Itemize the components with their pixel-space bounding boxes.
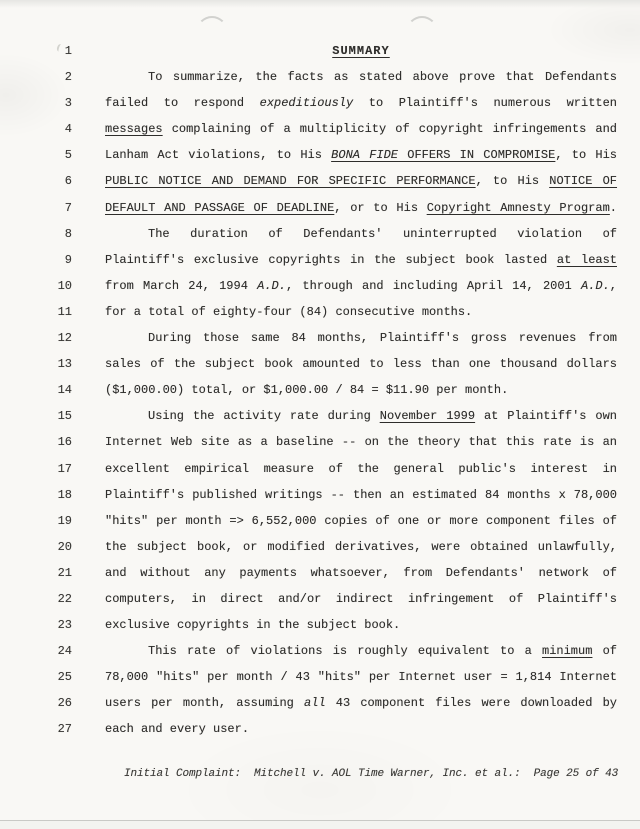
- text-segment: the subject book, or modified derivatives, were obtained unlawfully,: [105, 539, 617, 554]
- text-segment: During those same 84 months, Plaintiff's gross revenues from: [148, 331, 617, 346]
- text-segment: 43 component files were downloaded by: [325, 696, 617, 711]
- text-segment: users per month, assuming: [105, 696, 305, 711]
- document-line: [0, 64, 640, 90]
- document-line: [0, 508, 640, 534]
- text-segment: messages: [105, 122, 163, 137]
- line-text: [105, 247, 617, 273]
- text-segment: at least: [556, 252, 617, 267]
- text-segment: "hits" per month => 6,552,000 copies of one or more component files of: [105, 513, 617, 528]
- line-text: [105, 403, 617, 429]
- line-number: 12: [57, 331, 72, 346]
- line-number: 15: [57, 409, 72, 424]
- summary-heading: [105, 38, 617, 64]
- line-text: [105, 351, 617, 377]
- line-number: 18: [57, 487, 72, 502]
- text-segment: PUBLIC NOTICE AND DEMAND FOR SPECIFIC PERFORMANCE: [105, 174, 476, 189]
- text-segment: expeditiously: [259, 96, 354, 111]
- line-text: [105, 508, 617, 534]
- document-line: [0, 273, 640, 299]
- text-segment: sales of the subject book amounted to less than one thousand dollars: [105, 357, 617, 372]
- document-line: [0, 247, 640, 273]
- document-line: [0, 534, 640, 560]
- line-number: 8: [64, 226, 72, 241]
- line-number: 19: [57, 513, 72, 528]
- text-segment: and without any payments whatsoever, from Defendants' network of: [105, 565, 617, 580]
- line-text: [105, 456, 617, 482]
- document-body: [0, 38, 640, 743]
- page-footer: Initial Complaint: Mitchell v. AOL Time Warner, Inc. et al.: Page 25 of 43: [124, 768, 619, 780]
- text-segment: all: [304, 696, 326, 711]
- text-segment: .: [609, 200, 617, 215]
- document-line: [0, 664, 640, 690]
- document-line: [0, 116, 640, 142]
- document-line: [0, 90, 640, 116]
- line-number: 10: [57, 278, 72, 293]
- document-line: [0, 142, 640, 168]
- text-segment: A.D.: [257, 278, 286, 293]
- line-number: 9: [64, 252, 72, 267]
- document-line: [0, 195, 640, 221]
- document-line: [0, 38, 640, 64]
- line-text: [105, 664, 617, 690]
- document-line: [0, 560, 640, 586]
- text-segment: , to His: [555, 148, 617, 163]
- text-segment: at Plaintiff's own: [475, 409, 617, 424]
- line-text: [105, 690, 617, 716]
- text-segment: BONA FIDE: [331, 148, 399, 163]
- document-line: [0, 638, 640, 664]
- text-segment: OFFERS IN COMPROMISE: [398, 148, 556, 163]
- document-line: [0, 403, 640, 429]
- line-number: 6: [64, 174, 72, 189]
- document-line: [0, 612, 640, 638]
- text-segment: each and every user.: [105, 722, 250, 737]
- text-segment: This rate of violations is roughly equivalent to a: [148, 644, 542, 659]
- line-number: 24: [57, 644, 72, 659]
- line-number: 25: [57, 670, 72, 685]
- document-line: [0, 377, 640, 403]
- text-segment: Plaintiff's exclusive copyrights in the subject book lasted: [105, 252, 557, 267]
- text-segment: ,: [609, 278, 617, 293]
- text-segment: DEFAULT AND PASSAGE OF DEADLINE: [105, 200, 335, 215]
- line-text: [105, 612, 617, 638]
- line-number: 3: [64, 96, 72, 111]
- line-text: [105, 116, 617, 142]
- document-line: [0, 456, 640, 482]
- line-number: 23: [57, 618, 72, 633]
- line-number: 16: [57, 435, 72, 450]
- line-text: [105, 429, 617, 455]
- document-line: [0, 299, 640, 325]
- text-segment: minimum: [542, 644, 593, 659]
- line-number: 21: [57, 565, 72, 580]
- line-text: [105, 195, 617, 221]
- line-text: [105, 90, 617, 116]
- text-segment: computers, in direct and/or indirect infringement of Plaintiff's: [105, 591, 617, 606]
- text-segment: from March 24, 1994: [105, 278, 258, 293]
- line-text: [105, 273, 617, 299]
- text-segment: , through and including April 14, 2001: [285, 278, 581, 293]
- text-segment: To summarize, the facts as stated above prove that Defendants: [148, 70, 617, 85]
- line-text: [105, 64, 617, 90]
- text-segment: complaining of a multiplicity of copyright infringements and: [162, 122, 617, 137]
- line-number: 17: [57, 461, 72, 476]
- text-segment: Copyright Amnesty Program: [426, 200, 610, 215]
- line-number: 27: [57, 722, 72, 737]
- document-line: [0, 586, 640, 612]
- line-text: [105, 716, 617, 742]
- line-text: [105, 325, 617, 351]
- text-segment: A.D.: [580, 278, 610, 293]
- line-text: [105, 221, 617, 247]
- text-segment: NOTICE OF: [549, 174, 618, 189]
- line-number: 20: [57, 539, 72, 554]
- text-segment: The duration of Defendants' uninterrupted violation of: [148, 226, 617, 241]
- text-segment: of: [592, 644, 617, 659]
- line-text: [105, 377, 617, 403]
- text-segment: ($1,000.00) total, or $1,000.00 / 84 = $11.90 per month.: [105, 383, 509, 398]
- line-number: 14: [57, 383, 72, 398]
- line-number: 2: [64, 70, 72, 85]
- document-line: [0, 168, 640, 194]
- line-number: 13: [57, 357, 72, 372]
- line-number: 26: [57, 696, 72, 711]
- line-text: [105, 586, 617, 612]
- document-line: [0, 429, 640, 455]
- text-segment: to Plaintiff's numerous written: [353, 96, 618, 111]
- line-text: [105, 534, 617, 560]
- line-number: 22: [57, 591, 72, 606]
- text-segment: failed to respond: [105, 96, 260, 111]
- document-line: [0, 351, 640, 377]
- line-number: 7: [64, 200, 72, 215]
- text-segment: , or to His: [334, 200, 427, 215]
- text-segment: 78,000 "hits" per month / 43 "hits" per Internet user = 1,814 Internet: [105, 670, 617, 685]
- text-segment: Plaintiff's published writings -- then an estimated 84 months x 78,000: [105, 487, 617, 502]
- page-top-edge: [0, 0, 640, 8]
- document-line: [0, 690, 640, 716]
- text-segment: Internet Web site as a baseline -- on the theory that this rate is an: [105, 435, 617, 450]
- text-segment: for a total of eighty-four (84) consecutive months.: [105, 304, 473, 319]
- document-line: [0, 716, 640, 742]
- line-text: [105, 168, 617, 194]
- text-segment: exclusive copyrights in the subject book.: [105, 618, 401, 633]
- line-number: 11: [57, 304, 72, 319]
- line-text: [105, 299, 617, 325]
- line-number: 4: [64, 122, 72, 137]
- line-text: [105, 142, 617, 168]
- document-line: [0, 482, 640, 508]
- line-number: 1: [64, 44, 72, 58]
- line-text: [105, 560, 617, 586]
- text-segment: SUMMARY: [332, 44, 390, 58]
- text-segment: Using the activity rate during: [148, 409, 380, 424]
- text-segment: excellent empirical measure of the general public's interest in: [105, 461, 617, 476]
- line-text: [105, 482, 617, 508]
- text-segment: Lanham Act violations, to His: [105, 148, 332, 163]
- text-segment: , to His: [475, 174, 550, 189]
- line-number: 5: [64, 148, 72, 163]
- document-line: [0, 221, 640, 247]
- text-segment: November 1999: [379, 409, 476, 424]
- line-text: [105, 638, 617, 664]
- document-line: [0, 325, 640, 351]
